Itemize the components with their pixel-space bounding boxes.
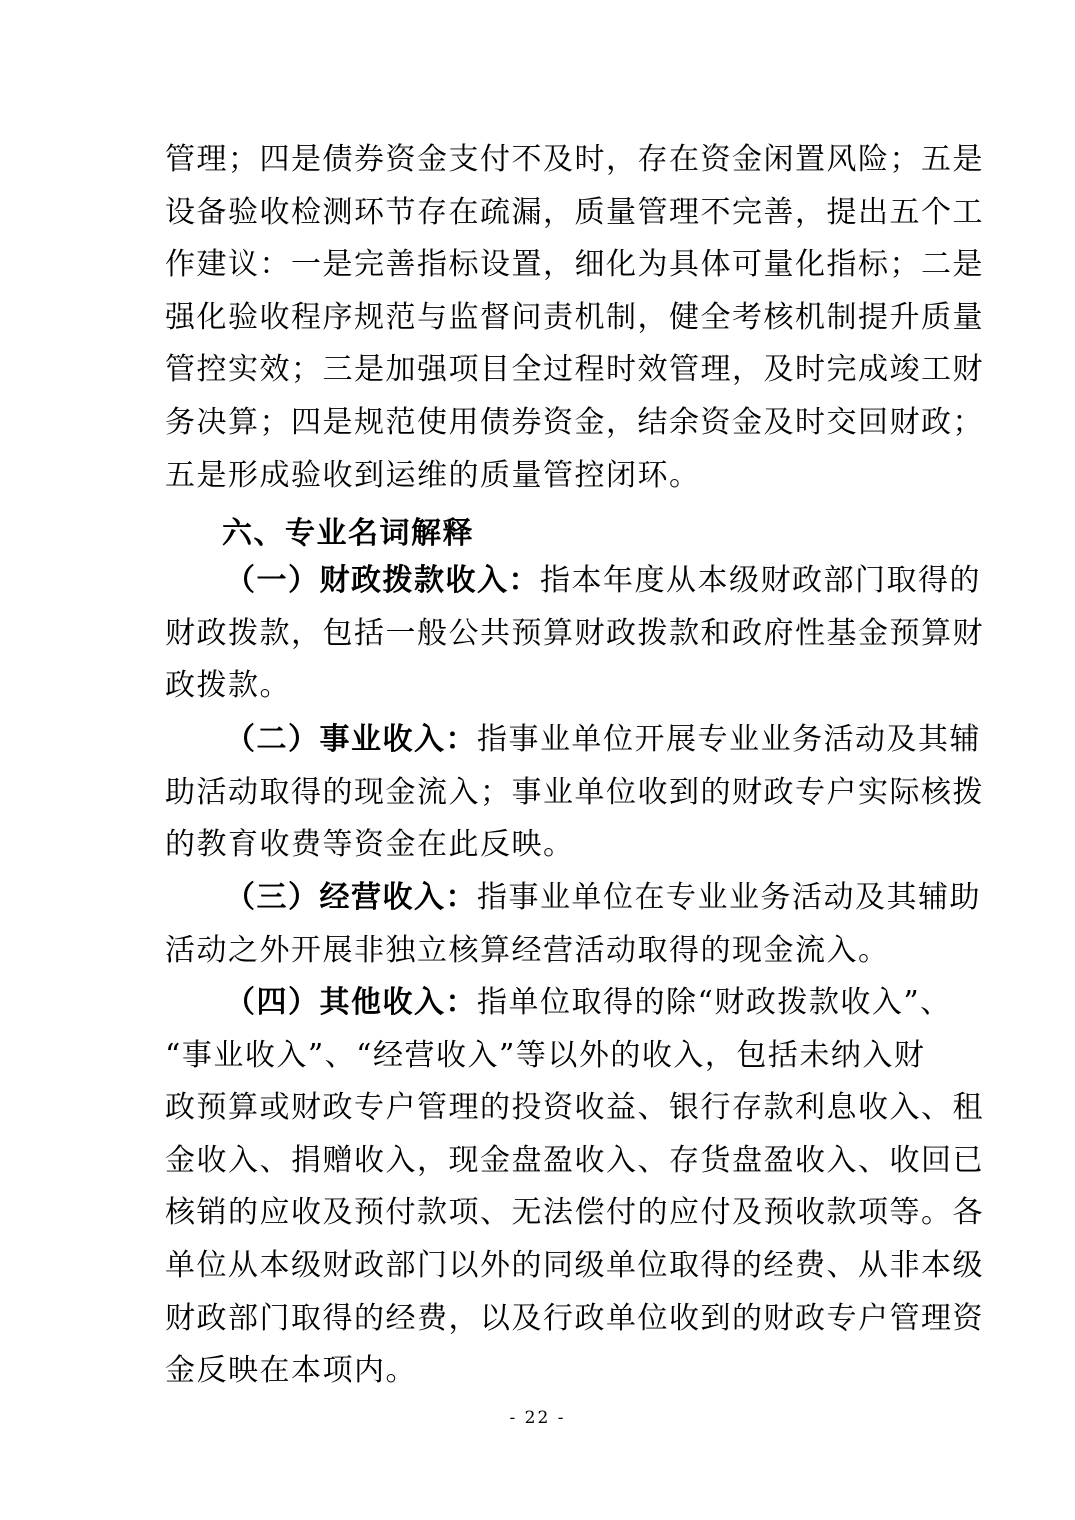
term-label: （二）事业收入： bbox=[225, 722, 477, 757]
text-line: 务决算；四是规范使用债券资金，结余资金及时交回财政； bbox=[165, 404, 984, 440]
text-line: 作建议：一是完善指标设置，细化为具体可量化指标；二是 bbox=[165, 247, 984, 283]
term-paragraph-1 bbox=[165, 555, 984, 713]
term-first-line bbox=[165, 872, 981, 925]
text-line: 活动之外开展非独立核算经营活动取得的现金流入。 bbox=[165, 932, 890, 968]
term-first-line bbox=[165, 977, 952, 1030]
text-line: 管理；四是债券资金支付不及时，存在资金闲置风险；五是 bbox=[165, 142, 984, 177]
term-label: （四）其他收入： bbox=[225, 985, 477, 1020]
intro-paragraph bbox=[165, 134, 984, 502]
term-label: （三）经营收入： bbox=[225, 880, 477, 915]
text-line: 五是形成验收到运维的质量管控闭环。 bbox=[165, 457, 701, 493]
term-first-line bbox=[165, 714, 981, 767]
text-line: 强化验收程序规范与监督问责机制，健全考核机制提升质量 bbox=[165, 299, 984, 335]
term-first-line bbox=[165, 555, 981, 608]
text-line: 政拨款。 bbox=[165, 668, 291, 704]
text-line: 设备验收检测环节存在疏漏，质量管理不完善，提出五个工 bbox=[165, 194, 984, 230]
term-definition-start: 指本年度从本级财政部门取得的 bbox=[540, 563, 981, 598]
section-heading: 六、专业名词解释 bbox=[222, 516, 474, 551]
term-definition-start: 指事业单位开展专业业务活动及其辅 bbox=[477, 722, 981, 757]
text-line: 金反映在本项内。 bbox=[165, 1353, 417, 1389]
term-label: （一）财政拨款收入： bbox=[225, 563, 540, 598]
text-line: 单位从本级财政部门以外的同级单位取得的经费、从非本级 bbox=[165, 1247, 984, 1283]
page-number: - 22 - bbox=[509, 1408, 566, 1428]
term-paragraph-4 bbox=[165, 977, 984, 1398]
term-definition-start: 指事业单位在专业业务活动及其辅助 bbox=[477, 880, 981, 915]
text-line: “事业收入”、“经营收入”等以外的收入，包括未纳入财 bbox=[165, 1037, 926, 1073]
text-line: 核销的应收及预付款项、无法偿付的应付及预收款项等。各 bbox=[165, 1195, 984, 1231]
text-line: 管控实效；三是加强项目全过程时效管理，及时完成竣工财 bbox=[165, 352, 984, 388]
text-line: 政预算或财政专户管理的投资收益、银行存款利息收入、租 bbox=[165, 1090, 984, 1126]
text-line: 财政部门取得的经费，以及行政单位收到的财政专户管理资 bbox=[165, 1300, 984, 1336]
text-line: 助活动取得的现金流入；事业单位收到的财政专户实际核拨 bbox=[165, 774, 984, 810]
term-paragraph-3 bbox=[165, 872, 981, 977]
text-line: 金收入、捐赠收入，现金盘盈收入、存货盘盈收入、收回已 bbox=[165, 1142, 984, 1178]
term-definition-start: 指单位取得的除“财政拨款收入”、 bbox=[477, 985, 952, 1020]
text-line: 财政拨款，包括一般公共预算财政拨款和政府性基金预算财 bbox=[165, 615, 984, 651]
text-line: 的教育收费等资金在此反映。 bbox=[165, 827, 575, 863]
term-paragraph-2 bbox=[165, 714, 984, 872]
